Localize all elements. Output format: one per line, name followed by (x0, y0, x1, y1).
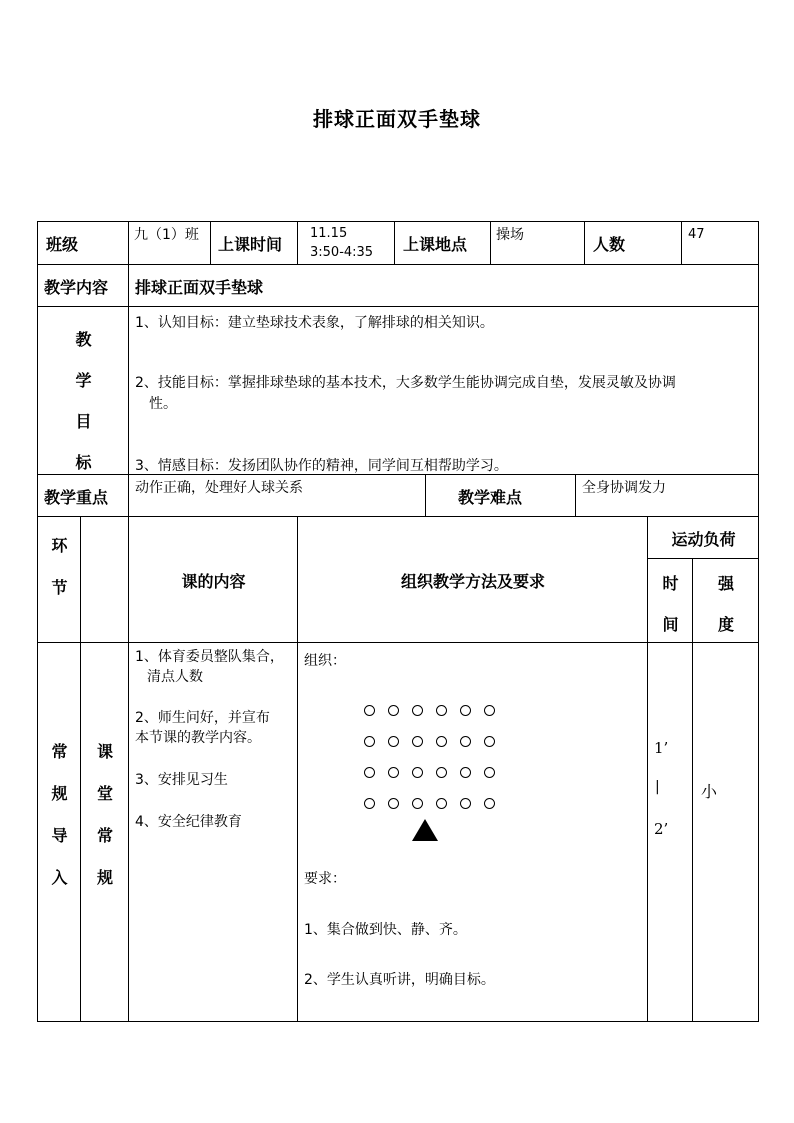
routine-time-sep: | (655, 779, 660, 795)
focus-value: 动作正确，处理好人球关系 (135, 480, 303, 496)
objectives-label-char: 标 (75, 453, 92, 472)
class-value: 九（1）班 (134, 227, 199, 243)
routine-item-1-cont: 清点人数 (147, 669, 203, 685)
place-value: 操场 (496, 227, 524, 243)
organization-label: 组织： (304, 653, 346, 669)
section-header-char: 环 (51, 536, 68, 555)
section-header-char: 节 (51, 578, 68, 597)
page-title: 排球正面双手垫球 (313, 107, 481, 131)
objectives-label-char: 教 (75, 330, 92, 349)
stage-label-char: 常 (51, 742, 68, 761)
place-label: 上课地点 (403, 235, 468, 254)
time-date: 11.15 (310, 226, 348, 241)
objective-skill: 2、技能目标：掌握排球垫球的基本技术，大多数学生能协调完成自垫，发展灵敏及协调 (135, 375, 676, 391)
load-header: 运动负荷 (671, 530, 736, 549)
stage-label-char: 入 (51, 868, 68, 887)
substage-label-char: 常 (96, 826, 113, 845)
difficulty-value: 全身协调发力 (582, 480, 666, 496)
requirement-1: 1、集合做到快、静、齐。 (304, 922, 467, 938)
routine-item-2-cont: 本节课的教学内容。 (135, 730, 261, 746)
time-range: 3:50-4:35 (310, 245, 374, 260)
objective-cognitive: 1、认知目标：建立垫球技术表象，了解排球的相关知识。 (135, 315, 494, 331)
difficulty-label: 教学难点 (458, 488, 523, 507)
routine-time-bottom: 2’ (654, 820, 669, 838)
time-label: 上课时间 (218, 235, 283, 254)
intensity-header-char: 度 (717, 615, 734, 634)
stage-label-char: 导 (51, 826, 68, 845)
intensity-header-char: 强 (717, 574, 734, 593)
routine-item-3: 3、安排见习生 (135, 772, 228, 788)
focus-label: 教学重点 (44, 488, 109, 507)
count-value: 47 (688, 227, 705, 242)
substage-label-char: 堂 (96, 784, 113, 803)
stage-label-char: 规 (51, 784, 68, 803)
content-value: 排球正面双手垫球 (135, 278, 264, 297)
method-header: 组织教学方法及要求 (400, 572, 545, 591)
routine-time-top: 1’ (654, 739, 669, 757)
table-frame (37, 221, 759, 1022)
objective-skill-cont: 性。 (149, 396, 177, 412)
class-label: 班级 (46, 235, 79, 254)
routine-item-2: 2、师生问好，并宣布 (135, 710, 270, 726)
routine-item-1: 1、体育委员整队集合， (135, 649, 284, 665)
requirements-label: 要求： (304, 871, 346, 887)
objectives-label-char: 目 (75, 412, 92, 431)
time-header-char: 间 (662, 615, 679, 634)
substage-label-char: 规 (96, 868, 113, 887)
objectives-label-char: 学 (75, 371, 92, 390)
lesson-content-header: 课的内容 (181, 572, 246, 591)
substage-label-char: 课 (96, 742, 113, 761)
requirement-2: 2、学生认真听讲，明确目标。 (304, 972, 495, 988)
objective-emotion: 3、情感目标：发扬团队协作的精神，同学间互相帮助学习。 (135, 458, 508, 474)
time-header-char: 时 (662, 574, 679, 593)
count-label: 人数 (593, 235, 626, 254)
routine-intensity: 小 (701, 782, 718, 801)
routine-item-4: 4、安全纪律教育 (135, 814, 242, 830)
content-label: 教学内容 (44, 278, 109, 297)
